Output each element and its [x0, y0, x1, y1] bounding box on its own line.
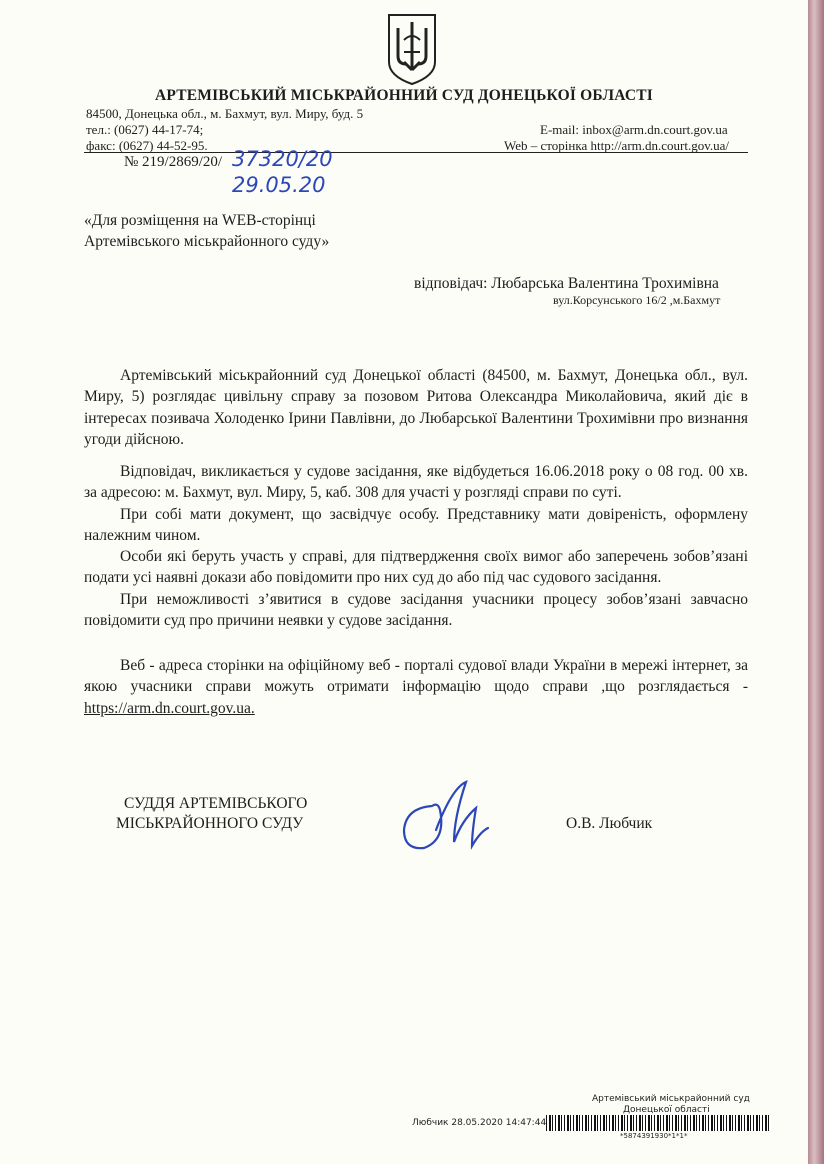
paragraph-documents: При собі мати документ, що засвідчує особу. Представнику мати довіреність, оформлену належним чином. — [84, 505, 748, 544]
document-barcode — [546, 1115, 771, 1131]
paragraph-web — [84, 655, 748, 719]
stamp-org-line-1: Артемівський міськрайонний суд — [592, 1094, 750, 1104]
case-web-link[interactable]: https://arm.dn.court.gov.ua. — [84, 699, 255, 717]
court-title: АРТЕМІВСЬКИЙ МІСЬКРАЙОННИЙ СУД ДОНЕЦЬКОЇ ОБЛАСТІ — [154, 87, 654, 104]
handwritten-date: 29.05.20 — [232, 173, 326, 197]
judge-name: О.В. Любчик — [566, 815, 653, 832]
paragraph-evidence: Особи які беруть участь у справі, для підтвердження своїх вимог або заперечень зобов’язані подати усі наявні докази або повідомити про них суд до або під час судового засідання. — [84, 548, 748, 587]
recipient-name: відповідач: Любарська Валентина Трохимівна — [414, 275, 719, 292]
coat-of-arms-icon — [386, 12, 438, 86]
web-address-text: Веб - адреса сторінки на офіційному веб - порталі судової влади України в мережі інтернет, за якою учасники справи можуть отримати інформацію щодо справи ,що розглядається - — [84, 657, 748, 696]
barcode-number: *5874391930*1*1* — [620, 1132, 688, 1140]
paragraph-case: Артемівський міськрайонний суд Донецької області (84500, м. Бахмут, Донецька обл., вул. Миру, 5) розглядає цивільну справу за позовом Ритова Олександра Миколайовича, який діє в інтересах позивача Холоденко Ірини Павлівни, до Любарської Валентини Трохимівни про визнання угоди дійсною. — [84, 367, 748, 448]
letter-body-1 — [84, 365, 748, 450]
judge-title-line-1: СУДДЯ АРТЕМІВСЬКОГО — [124, 795, 308, 812]
court-website: Web – сторінка http://arm.dn.court.gov.ua/ — [504, 138, 730, 153]
registration-stamp: Любчик 28.05.2020 14:47:44 — [412, 1118, 547, 1128]
paragraph-absence: При неможливості з’явитися в судове засідання учасники процесу зобов’язані завчасно повідомити суд про причини неявки у судове засідання. — [84, 590, 748, 630]
recipient-address: вул.Корсунського 16/2 ,м.Бахмут — [553, 293, 721, 307]
header-rule — [84, 152, 748, 153]
judge-signature — [396, 778, 502, 858]
judge-title-line-2: МІСЬКРАЙОННОГО СУДУ — [116, 815, 304, 832]
court-phone: тел.: (0627) 44-17-74; — [86, 122, 204, 137]
court-email: E-mail: inbox@arm.dn.court.gov.ua — [540, 122, 728, 137]
handwritten-reg-number: 37320/20 — [232, 147, 333, 171]
letter-body-3 — [84, 655, 748, 719]
purpose-line-1: «Для розміщення на WEB-сторінці — [84, 212, 316, 229]
court-fax: факс: (0627) 44-52-95. — [86, 138, 208, 153]
paragraph-summons: Відповідач, викликається у судове засідання, яке відбудеться 16.06.2018 року о 08 год. 00 хв. за адресою: м. Бахмут, вул. Миру, 5, каб. 308 для участі у розгляді справи по суті. — [84, 463, 748, 502]
court-address: 84500, Донецька обл., м. Бахмут, вул. Миру, буд. 5 — [86, 106, 364, 121]
outgoing-number: № 219/2869/20/ — [124, 154, 223, 170]
letter-body-2 — [84, 461, 748, 631]
stamp-org-line-2: Донецької області — [623, 1105, 710, 1115]
purpose-line-2: Артемівського міськрайонного суду» — [84, 233, 330, 250]
scan-edge — [808, 0, 824, 1164]
